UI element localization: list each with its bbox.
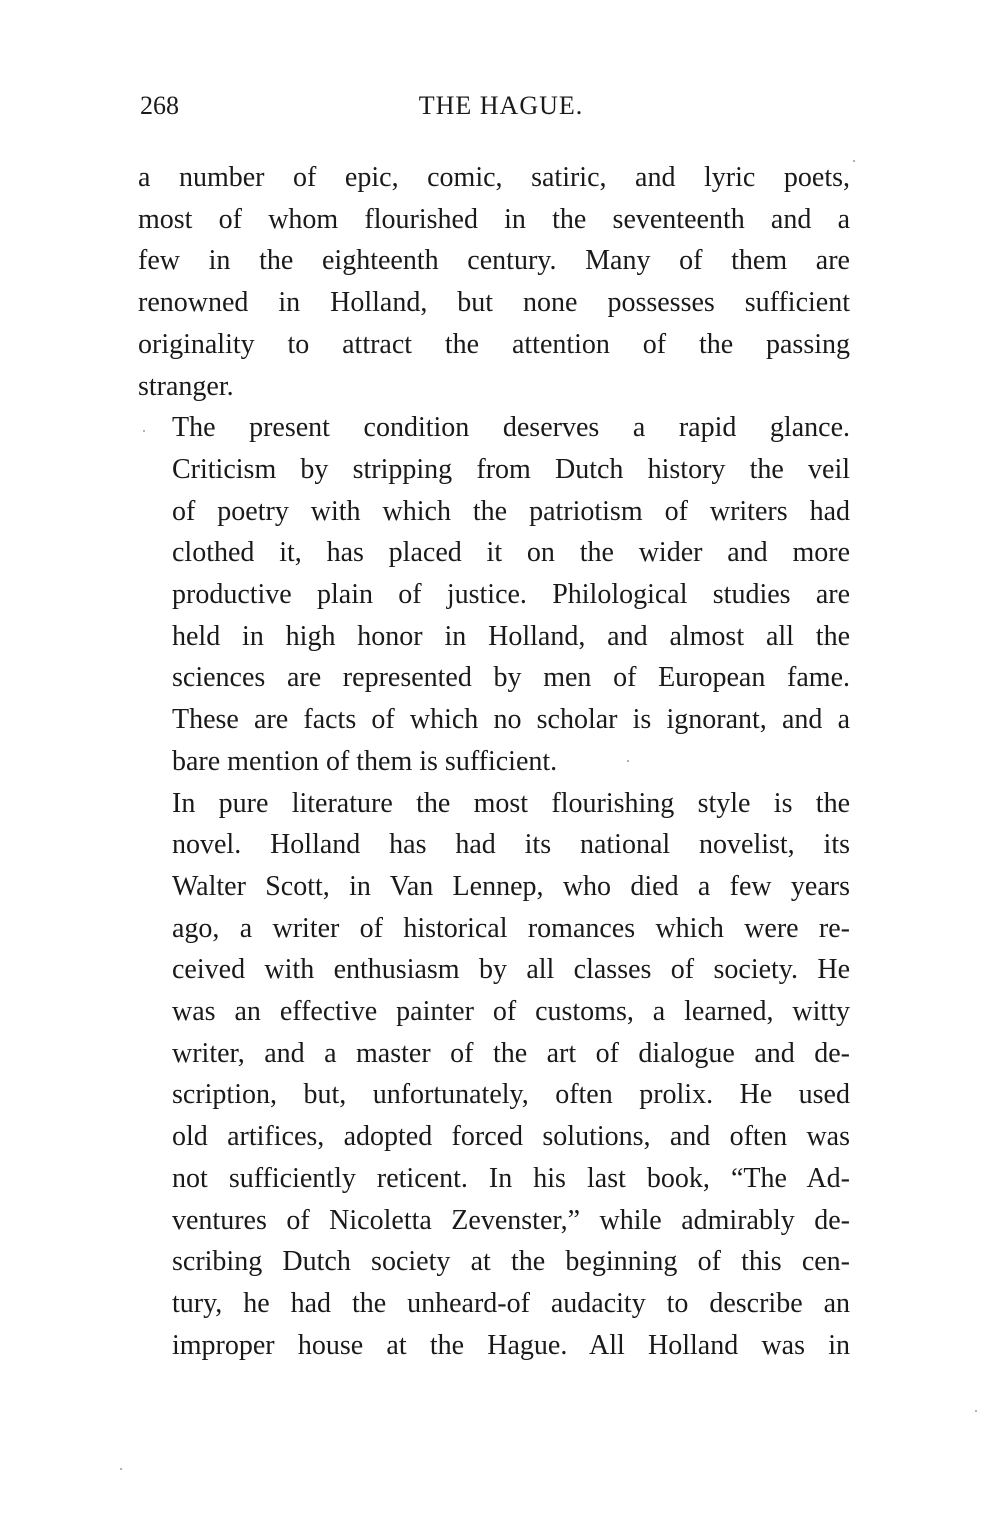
- text-line: scribing Dutch society at the beginning of this cen-: [172, 1246, 850, 1278]
- paragraph: [138, 783, 850, 1367]
- text-line: clothed it, has placed it on the wider and more: [172, 537, 850, 569]
- text-line: ventures of Nicoletta Zevenster,” while admirably de-: [172, 1204, 850, 1236]
- text-line: held in high honor in Holland, and almost all the: [172, 620, 850, 652]
- running-title: THE HAGUE.: [418, 91, 584, 120]
- text-line: not sufficiently reticent. In his last book, “The Ad-: [172, 1162, 850, 1194]
- text-line: a number of epic, comic, satiric, and lyric poets,: [138, 162, 850, 193]
- text-line: stranger.: [138, 370, 234, 402]
- text-line: was an effective painter of customs, a learned, witty: [172, 996, 850, 1028]
- page-number: 268: [140, 91, 179, 120]
- text-line: ago, a writer of historical romances which were re-: [172, 912, 850, 944]
- text-line: scription, but, unfortunately, often prolix. He used: [172, 1079, 850, 1111]
- body-text: [138, 157, 850, 1366]
- text-line: In pure literature the most flourishing style is the: [172, 787, 850, 819]
- paragraph: [138, 157, 850, 407]
- text-line: improper house at the Hague. All Holland was in: [172, 1329, 850, 1361]
- text-line: most of whom flourished in the seventeenth and a: [138, 203, 850, 235]
- text-line: novel. Holland has had its national novelist, its: [172, 829, 850, 861]
- text-line: of poetry with which the patriotism of writers had: [172, 495, 850, 527]
- text-line: sciences are represented by men of European fame.: [172, 662, 850, 694]
- text-line: The present condition deserves a rapid glance.: [172, 412, 850, 444]
- text-line: writer, and a master of the art of dialogue and de-: [172, 1037, 850, 1069]
- print-speck: [120, 1468, 122, 1470]
- text-line: renowned in Holland, but none possesses sufficient: [138, 287, 850, 319]
- print-speck: [143, 430, 145, 432]
- text-line: ceived with enthusiasm by all classes of society. He: [172, 954, 850, 986]
- paragraph: [138, 407, 850, 782]
- text-line: These are facts of which no scholar is ignorant, and a: [172, 704, 850, 736]
- print-speck: [627, 760, 629, 762]
- print-speck: [975, 1410, 977, 1412]
- text-line: originality to attract the attention of the passing: [138, 328, 850, 360]
- text-line: bare mention of them is sufficient.: [172, 745, 558, 777]
- print-speck: [853, 160, 855, 162]
- text-line: old artifices, adopted forced solutions, and often was: [172, 1121, 850, 1153]
- text-line: productive plain of justice. Philological studies are: [172, 579, 850, 611]
- text-line: Walter Scott, in Van Lennep, who died a few years: [172, 870, 850, 902]
- text-line: few in the eighteenth century. Many of them are: [138, 245, 850, 277]
- page-header: [140, 86, 850, 126]
- text-line: Criticism by stripping from Dutch history the veil: [172, 453, 850, 485]
- text-line: tury, he had the unheard-of audacity to describe an: [172, 1287, 850, 1319]
